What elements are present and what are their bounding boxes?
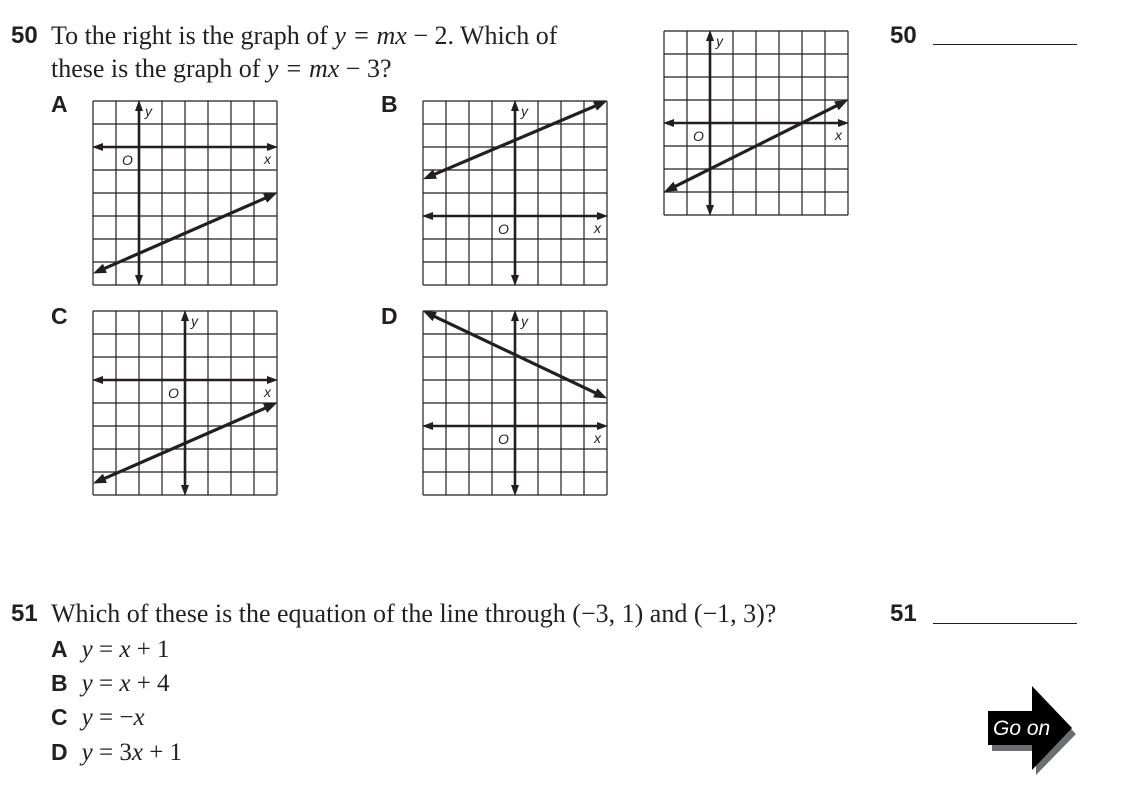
y-axis-arrow-down-icon bbox=[181, 485, 189, 496]
answer-51-label: 51 bbox=[890, 600, 917, 627]
choice-c-letter: C bbox=[51, 704, 68, 730]
answer-50-label: 50 bbox=[890, 22, 917, 49]
origin-label: O bbox=[168, 385, 179, 401]
q50-line2-equation: y = mx bbox=[266, 54, 340, 83]
y-axis-arrow-up-icon bbox=[511, 100, 519, 111]
y-axis-arrow-up-icon bbox=[135, 100, 143, 111]
grid-lines bbox=[93, 101, 277, 285]
go-on-label: Go on bbox=[993, 717, 1051, 740]
option-c-letter: C bbox=[51, 303, 68, 329]
x-axis-arrow-left-icon bbox=[422, 212, 433, 220]
y-axis-arrow-up-icon bbox=[181, 310, 189, 321]
graph-line-arrow-end-icon bbox=[263, 193, 277, 203]
q50-line2-part-a: these is the graph of bbox=[51, 54, 267, 83]
option-a-letter: A bbox=[51, 91, 68, 117]
reference-graph bbox=[664, 31, 848, 215]
origin-label: O bbox=[498, 221, 509, 237]
choice-a-text: y = x + 1 bbox=[81, 636, 170, 663]
option-b-letter: B bbox=[381, 91, 398, 117]
choice-a[interactable] bbox=[51, 636, 170, 664]
answer-51-blank[interactable] bbox=[933, 623, 1077, 624]
choice-a-letter: A bbox=[51, 636, 68, 662]
y-axis-label: y bbox=[521, 103, 528, 119]
graph-line-arrow-start-icon bbox=[93, 264, 107, 274]
question-51-number: 51 bbox=[11, 600, 38, 627]
option-d-letter: D bbox=[381, 303, 398, 329]
choice-c[interactable] bbox=[51, 704, 145, 732]
origin-label: O bbox=[498, 431, 509, 447]
x-axis-arrow-left-icon bbox=[422, 422, 433, 430]
x-axis-arrow-right-icon bbox=[267, 376, 278, 384]
x-axis-label: x bbox=[264, 151, 271, 167]
y-axis-arrow-down-icon bbox=[511, 275, 519, 286]
question-51-text: Which of these is the equation of the line through (−3, 1) and (−1, 3)? bbox=[51, 599, 777, 628]
option-c-graph[interactable] bbox=[93, 311, 277, 495]
y-axis-arrow-down-icon bbox=[511, 485, 519, 496]
choice-d[interactable] bbox=[51, 739, 182, 767]
y-axis-arrow-up-icon bbox=[511, 310, 519, 321]
q50-line1-part-a: To the right is the graph of bbox=[51, 21, 335, 50]
question-50-text-line2 bbox=[51, 52, 392, 85]
x-axis-label: x bbox=[835, 127, 842, 143]
question-50-number: 50 bbox=[11, 22, 38, 49]
choice-d-text: y = 3x + 1 bbox=[81, 739, 183, 766]
graph-line-arrow-start-icon bbox=[423, 170, 437, 180]
x-axis-arrow-right-icon bbox=[267, 143, 278, 151]
x-axis-label: x bbox=[594, 220, 601, 236]
question-50-text-line1 bbox=[51, 19, 557, 52]
graph-line-arrow-end-icon bbox=[593, 388, 607, 398]
graph-line-arrow-end-icon bbox=[263, 403, 277, 413]
graph-line-arrow-start-icon bbox=[423, 311, 437, 321]
y-axis-arrow-up-icon bbox=[706, 30, 714, 41]
go-on-button[interactable] bbox=[984, 684, 1080, 778]
x-axis-arrow-right-icon bbox=[597, 422, 608, 430]
option-b-graph[interactable] bbox=[423, 101, 607, 285]
q50-line1-equation: y = mx bbox=[334, 21, 407, 50]
choice-d-letter: D bbox=[51, 739, 68, 765]
x-axis-arrow-left-icon bbox=[663, 119, 674, 127]
y-axis-arrow-down-icon bbox=[706, 205, 714, 216]
y-axis-arrow-down-icon bbox=[135, 275, 143, 286]
x-axis-label: x bbox=[264, 384, 271, 400]
origin-label: O bbox=[122, 152, 133, 168]
q50-line2-part-c: − 3? bbox=[339, 54, 392, 83]
y-axis-label: y bbox=[521, 313, 528, 329]
x-axis-label: x bbox=[594, 430, 601, 446]
answer-50-blank[interactable] bbox=[933, 44, 1077, 45]
choice-c-text: y = −x bbox=[81, 704, 145, 731]
choice-b-letter: B bbox=[51, 670, 68, 696]
x-axis-arrow-right-icon bbox=[597, 212, 608, 220]
choice-b-text: y = x + 4 bbox=[81, 670, 170, 697]
graph-line-arrow-end-icon bbox=[834, 100, 848, 110]
graph-line-arrow-start-icon bbox=[664, 182, 678, 192]
option-d-graph[interactable] bbox=[423, 311, 607, 495]
q50-line1-part-c: − 2. Which of bbox=[406, 21, 558, 50]
option-a-graph[interactable] bbox=[93, 101, 277, 285]
y-axis-label: y bbox=[191, 313, 198, 329]
x-axis-arrow-left-icon bbox=[92, 376, 103, 384]
x-axis-arrow-right-icon bbox=[838, 119, 849, 127]
choice-b[interactable] bbox=[51, 670, 170, 698]
y-axis-label: y bbox=[716, 33, 723, 49]
graph-line-arrow-end-icon bbox=[593, 101, 607, 111]
x-axis-arrow-left-icon bbox=[92, 143, 103, 151]
origin-label: O bbox=[693, 128, 704, 144]
y-axis-label: y bbox=[145, 103, 152, 119]
graph-line-arrow-start-icon bbox=[93, 474, 107, 484]
